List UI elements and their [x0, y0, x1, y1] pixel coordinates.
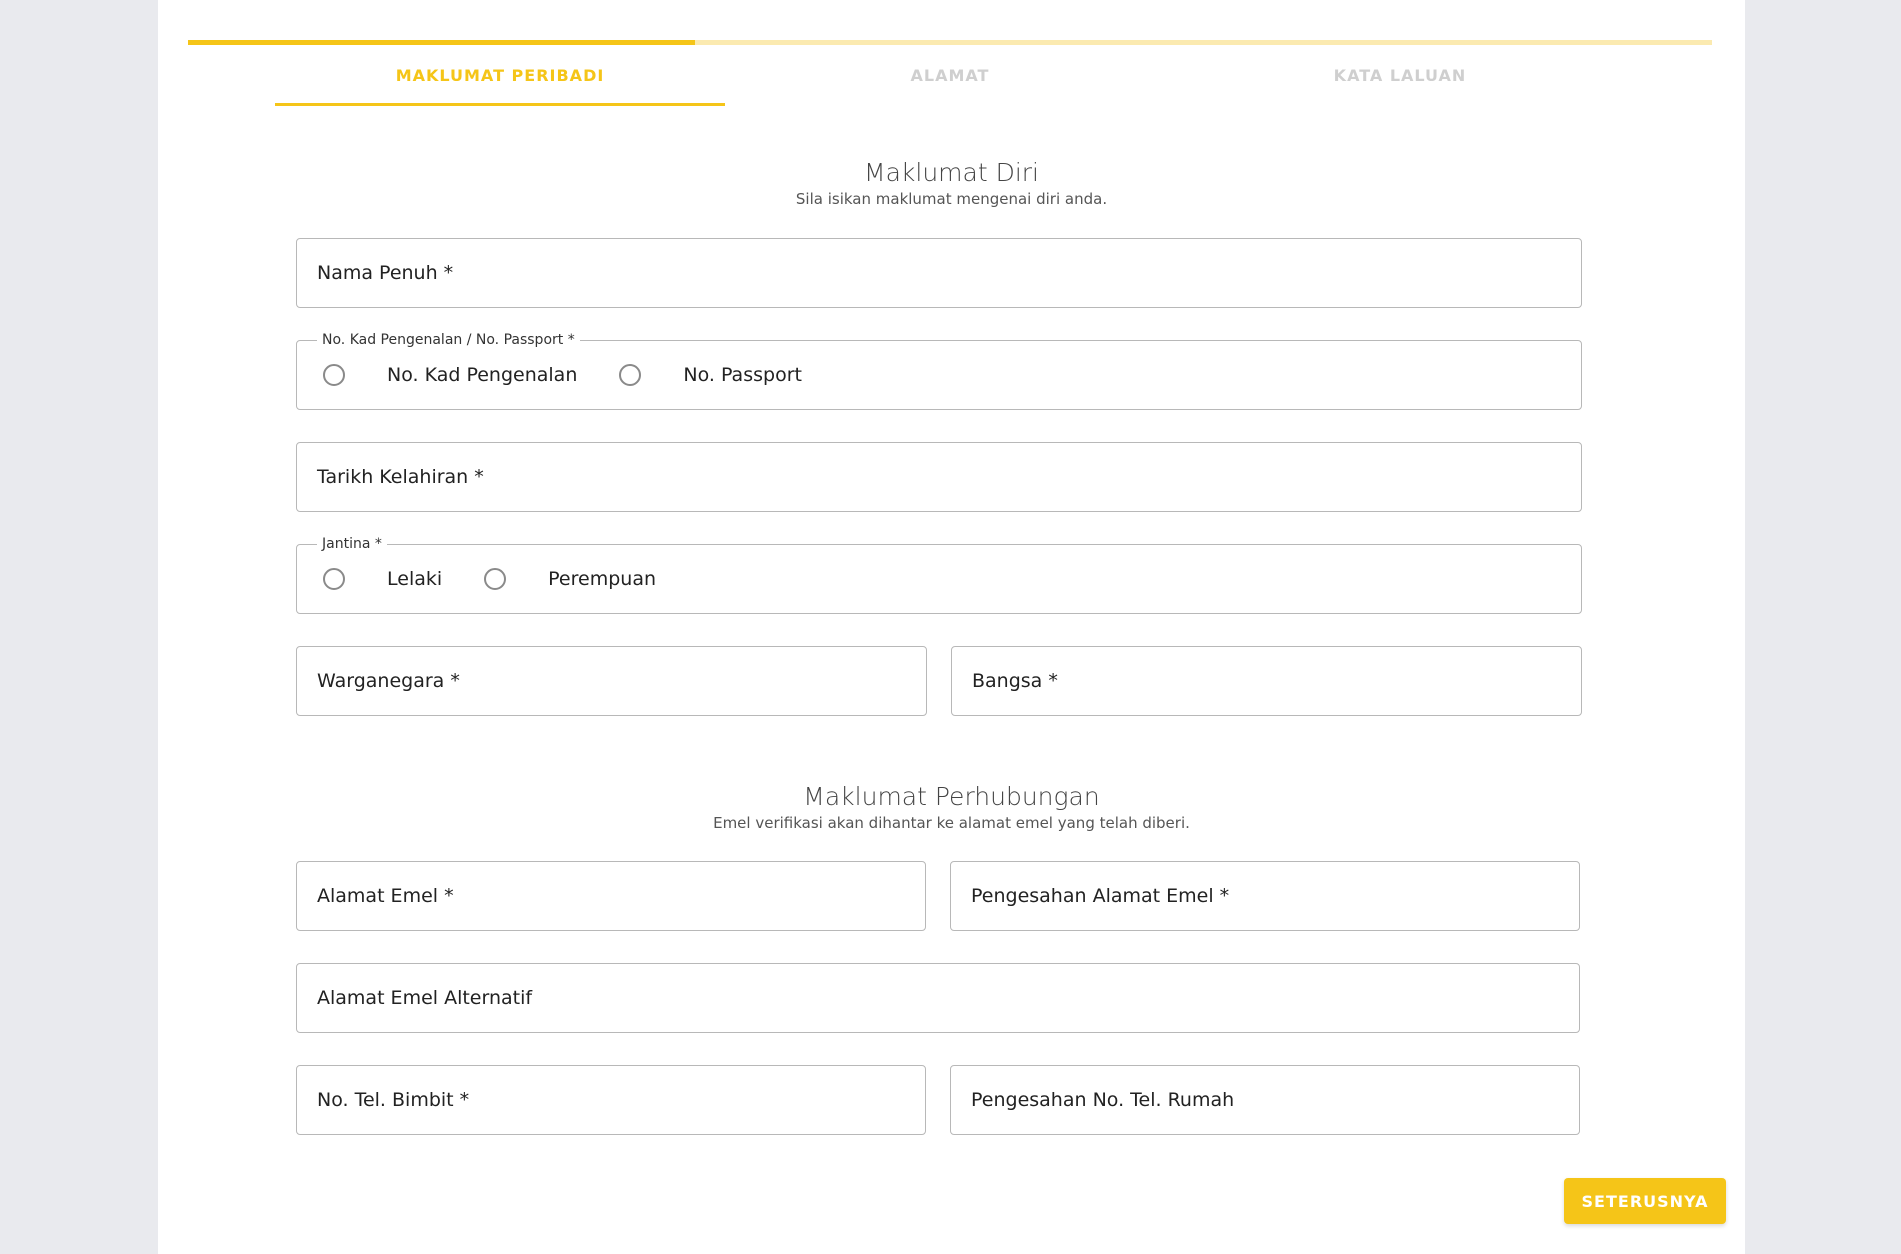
- alt-email-field[interactable]: [296, 963, 1580, 1033]
- mobile-phone-label: No. Tel. Bimbit *: [317, 1089, 470, 1111]
- radio-perempuan-label[interactable]: Perempuan: [548, 568, 657, 590]
- contact-section-subtitle: Emel verifikasi akan dihantar ke alamat emel yang telah diberi.: [713, 814, 1190, 832]
- full-name-field[interactable]: [296, 238, 1582, 308]
- contact-section-title: Maklumat Perhubungan: [803, 782, 1100, 811]
- radio-passport[interactable]: [619, 364, 641, 386]
- alt-email-label: Alamat Emel Alternatif: [317, 987, 533, 1009]
- progress-bar: [188, 40, 1712, 45]
- race-label: Bangsa *: [972, 670, 1058, 692]
- radio-passport-label[interactable]: No. Passport: [683, 364, 802, 386]
- email-confirm-label: Pengesahan Alamat Emel *: [971, 885, 1230, 907]
- tab-alamat[interactable]: ALAMAT: [910, 66, 990, 85]
- next-button[interactable]: SETERUSNYA: [1564, 1178, 1726, 1224]
- mobile-phone-field[interactable]: [296, 1065, 926, 1135]
- personal-section-subtitle: Sila isikan maklumat mengenai diri anda.: [795, 190, 1108, 208]
- full-name-label: Nama Penuh *: [317, 262, 454, 284]
- radio-kad-pengenalan-label[interactable]: No. Kad Pengenalan: [387, 364, 578, 386]
- date-of-birth-field[interactable]: [296, 442, 1582, 512]
- radio-lelaki-label[interactable]: Lelaki: [387, 568, 443, 590]
- email-field[interactable]: [296, 861, 926, 931]
- email-confirm-field[interactable]: [950, 861, 1580, 931]
- home-phone-confirm-label: Pengesahan No. Tel. Rumah: [971, 1089, 1235, 1111]
- citizenship-label: Warganegara *: [317, 670, 460, 692]
- registration-card: [158, 0, 1745, 1254]
- radio-kad-pengenalan[interactable]: [323, 364, 345, 386]
- progress-bar-fill: [188, 40, 695, 45]
- radio-lelaki[interactable]: [323, 568, 345, 590]
- home-phone-confirm-field[interactable]: [950, 1065, 1580, 1135]
- gender-group: [296, 536, 1582, 614]
- race-field[interactable]: [951, 646, 1582, 716]
- id-type-legend: No. Kad Pengenalan / No. Passport *: [317, 331, 580, 349]
- citizenship-field[interactable]: [296, 646, 927, 716]
- tab-maklumat-peribadi[interactable]: MAKLUMAT PERIBADI: [275, 58, 725, 106]
- gender-legend: Jantina *: [317, 535, 387, 553]
- tab-kata-laluan[interactable]: KATA LALUAN: [1333, 66, 1467, 85]
- step-tabs: [275, 58, 1625, 106]
- id-type-group: [296, 332, 1582, 410]
- radio-perempuan[interactable]: [484, 568, 506, 590]
- date-of-birth-label: Tarikh Kelahiran *: [317, 466, 484, 488]
- email-label: Alamat Emel *: [317, 885, 454, 907]
- personal-section-title: Maklumat Diri: [864, 158, 1039, 187]
